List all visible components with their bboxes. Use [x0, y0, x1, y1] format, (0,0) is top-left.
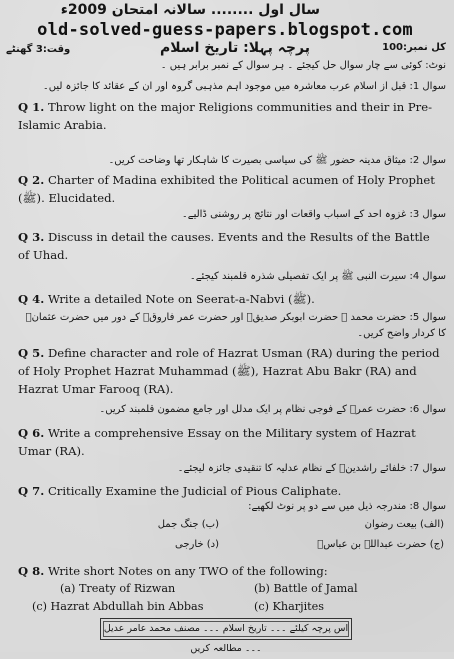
question-1-english: Q 1. Throw light on the major Religions communities and their in Pre-Islamic Arabia. [18, 100, 433, 132]
question-6-english: Q 6. Write a comprehensive Essay on the Military system of Hazrat Umar (RA). [18, 426, 416, 458]
question-label: Q 2. [18, 173, 45, 187]
english-option-c: (c) Hazrat Abdullah bin Abbas [32, 600, 204, 613]
question-8-english: Q 8. Write short Notes on any TWO of the following: [18, 564, 328, 578]
english-option-a: (a) Treaty of Rizwan [60, 582, 176, 595]
question-label: Q 1. [18, 100, 45, 114]
total-marks: کل نمبر:100 [382, 42, 446, 53]
urdu-option-b: (ب) جنگ جمل [157, 519, 219, 530]
question-3-english: Q 3. Discuss in detail the causes. Events and the Results of the Battle of Uhad. [18, 230, 430, 262]
question-label: Q 5. [18, 346, 45, 360]
question-5-english: Q 5. Define character and role of Hazrat Usman (RA) during the period of Holy Prophet Hazrat Muhammad (ﷺ), Hazrat Abu Bakr (RA) and Hazrat Umar Farooq (RA). [18, 346, 440, 396]
question-label: Q 4. [18, 292, 45, 306]
question-label: Q 7. [18, 484, 45, 498]
question-3-urdu: سوال 3: غزوہ احد کے اسباب واقعات اور نتائج پر روشنی ڈالیے۔ [181, 209, 446, 220]
question-label: Q 3. [18, 230, 45, 244]
question-1-urdu: سوال 1: قبل از اسلام عرب معاشرہ میں موجود اہم مذہبی گروہ اور ان کے عقائد کا جائزہ لیں۔ [42, 81, 446, 92]
paper-title: پرچہ پہلا: تاریخ اسلام [160, 40, 310, 56]
question-6-urdu: سوال 6: حضرت عمرؓ کے فوجی نظام پر ایک مدلل اور جامع مضمون قلمبند کریں۔ [99, 404, 446, 415]
question-2-english: Q 2. Charter of Madina exhibited the Political acumen of Holy Prophet (ﷺ). Elucidated. [18, 173, 435, 205]
exam-title: سال اول ........ سالانہ امتحان 2009ء [60, 2, 320, 18]
question-4-english: Q 4. Write a detailed Note on Seerat-a-Nabvi (ﷺ). [18, 292, 315, 306]
english-option-b: (b) Battle of Jamal [254, 582, 358, 595]
urdu-option-d: (د) خارجی [174, 539, 219, 550]
question-2-urdu: سوال 2: میثاق مدینہ حضور ﷺ کی سیاسی بصیرت کا شاہکار تھا وضاحت کریں۔ [108, 155, 446, 166]
question-label: Q 8. [18, 564, 45, 578]
urdu-option-c: (ج) حضرت عبداللہ بن عباسؓ [317, 539, 444, 550]
website-watermark: old-solved-guess-papers.blogspot.com [37, 20, 413, 40]
question-7-urdu: سوال 7: خلفائے راشدینؓ کے نظام عدلیہ کا تنقیدی جائزہ لیجئے۔ [177, 463, 446, 474]
question-5-urdu: سوال 5: حضرت محمد ﷺ حضرت ابوبکر صدیقؓ اور حضرت عمر فاروقؓ کے دور میں حضرت عثمانؓ کا کردار واضح کریں۔ [25, 312, 446, 339]
question-7-english: Q 7. Critically Examine the Judicial of Pious Caliphate. [18, 484, 342, 498]
urdu-option-a: (الف) بیعت رضوان [364, 519, 444, 530]
question-label: Q 6. [18, 426, 45, 440]
question-8-urdu: سوال 8: مندرجہ ذیل میں سے دو پر نوٹ لکھیے: [248, 501, 446, 512]
instructions-note: نوٹ: کوئی سے چار سوال حل کیجئے ۔ ہر سوال کے نمبر برابر ہیں ۔ [160, 60, 446, 71]
english-option-d: (c) Kharjites [254, 600, 325, 613]
question-4-urdu: سوال 4: سیرت النبی ﷺ پر ایک تفصیلی شذرہ قلمبند کیجئے۔ [189, 271, 446, 282]
recommended-book-note: اس پرچہ کیلئے ۔۔۔ تاریخ اسلام ۔۔۔ مصنف محمد عامر عدیل ۔۔۔ مطالعہ کریں [100, 618, 352, 640]
time-allowed: وقت:3 گھنٹے [6, 44, 71, 55]
